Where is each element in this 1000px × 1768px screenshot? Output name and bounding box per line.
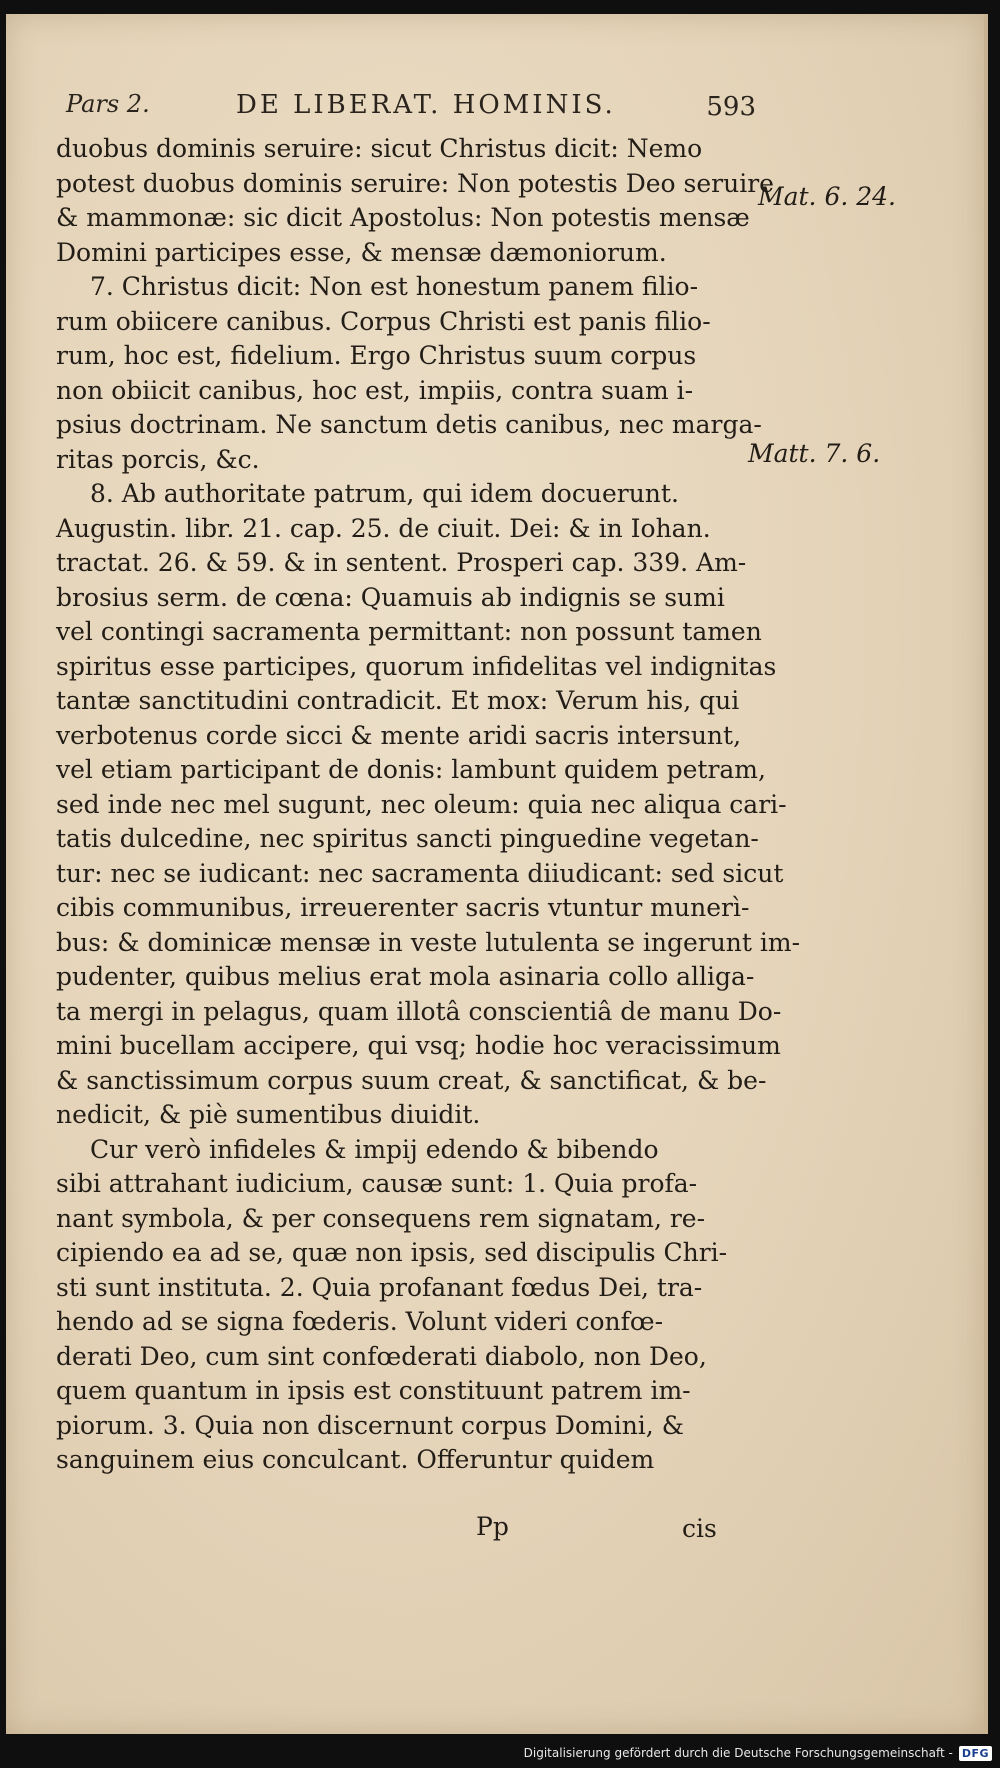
book-page <box>6 14 988 1734</box>
text-line: Cur verò infideles & impij edendo & bibendo <box>90 1134 659 1164</box>
text-line: nedicit, & piè sumentibus diuidit. <box>56 1100 481 1129</box>
text-line: non obiicit canibus, hoc est, impiis, contra suam i- <box>56 375 694 405</box>
text-line: cipiendo ea ad se, quæ non ipsis, sed discipulis Chri- <box>56 1238 728 1267</box>
text-line: & sanctissimum corpus suum creat, & sanctificat, & be- <box>56 1065 767 1095</box>
header-part: Pars 2. <box>66 90 150 118</box>
catchword: cis <box>682 1514 717 1543</box>
text-line: rum, hoc est, fidelium. Ergo Christus suum corpus <box>56 341 697 370</box>
text-line: duobus dominis seruire: sicut Christus dicit: Nemo <box>56 134 703 163</box>
text-line: derati Deo, cum sint confœderati diabolo, non Deo, <box>56 1341 707 1371</box>
text-line: nant symbola, & per consequens rem signatam, re- <box>56 1203 706 1233</box>
text-line: spiritus esse participes, quorum infidelitas vel indignitas <box>56 651 777 681</box>
header-title: DE LIBERAT. HOMINIS. <box>236 90 616 120</box>
text-line: bus: & dominicæ mensæ in veste lutulenta se ingerunt im- <box>56 927 801 957</box>
text-line: & mammonæ: sic dicit Apostolus: Non potestis mensæ <box>56 203 750 232</box>
text-line: pudenter, quibus melius erat mola asinaria collo alliga- <box>56 962 755 991</box>
signature-mark: Pp <box>476 1512 509 1541</box>
running-header <box>66 84 756 124</box>
page-number: 593 <box>706 92 756 122</box>
text-line: 8. Ab authoritate patrum, qui idem docuerunt. <box>90 479 679 508</box>
text-line: rum obiicere canibus. Corpus Christi est panis filio- <box>56 306 711 336</box>
text-line: ta mergi in pelagus, quam illotâ conscientiâ de manu Do- <box>56 996 782 1026</box>
margin-note-matt-7-6: Matt. 7. 6. <box>748 439 881 468</box>
dfg-logo: DFG <box>959 1746 992 1761</box>
margin-note-mat-6-24: Mat. 6. 24. <box>758 182 897 211</box>
text-line: vel etiam participant de donis: lambunt quidem petram, <box>56 755 766 784</box>
text-line: tantæ sanctitudini contradicit. Et mox: Verum his, qui <box>56 686 740 715</box>
text-line: tractat. 26. & 59. & in sentent. Prosperi cap. 339. Am- <box>56 548 747 577</box>
text-line: piorum. 3. Quia non discernunt corpus Domini, & <box>56 1410 684 1440</box>
text-line: sibi attrahant iudicium, causæ sunt: 1. Quia profa- <box>56 1169 698 1198</box>
text-line: psius doctrinam. Ne sanctum detis canibus, nec marga- <box>56 410 762 439</box>
text-line: tur: nec se iudicant: nec sacramenta diiudicant: sed sicut <box>56 858 784 888</box>
text-line: 7. Christus dicit: Non est honestum panem filio- <box>90 272 699 301</box>
body-text <box>56 132 801 1478</box>
text-line: Augustin. libr. 21. cap. 25. de ciuit. Dei: & in Iohan. <box>56 513 711 543</box>
text-line: sanguinem eius conculcant. Offeruntur quidem <box>56 1445 655 1474</box>
text-line: vel contingi sacramenta permittant: non possunt tamen <box>56 617 762 646</box>
text-line: sti sunt instituta. 2. Quia profanant fœdus Dei, tra- <box>56 1272 703 1302</box>
text-line: mini bucellam accipere, qui vsq; hodie hoc veracissimum <box>56 1031 781 1060</box>
text-line: verbotenus corde sicci & mente aridi sacris intersunt, <box>56 720 742 750</box>
text-line: brosius serm. de cœna: Quamuis ab indignis se sumi <box>56 582 725 612</box>
text-line: Domini participes esse, & mensæ dæmoniorum. <box>56 237 667 267</box>
text-line: quem quantum in ipsis est constituunt patrem im- <box>56 1376 691 1405</box>
text-line: potest duobus dominis seruire: Non potestis Deo seruire <box>56 168 774 198</box>
text-line: sed inde nec mel sugunt, nec oleum: quia nec aliqua cari- <box>56 789 787 819</box>
text-line: hendo ad se signa fœderis. Volunt videri confœ- <box>56 1307 664 1336</box>
text-line: cibis communibus, irreuerenter sacris vtuntur munerì- <box>56 893 750 922</box>
text-line: ritas porcis, &c. <box>56 444 260 474</box>
text-line: tatis dulcedine, nec spiritus sancti pinguedine vegetan- <box>56 824 759 853</box>
digitization-footer <box>524 1742 992 1764</box>
footer-text: Digitalisierung gefördert durch die Deutsche Forschungsgemeinschaft - <box>523 1746 953 1760</box>
